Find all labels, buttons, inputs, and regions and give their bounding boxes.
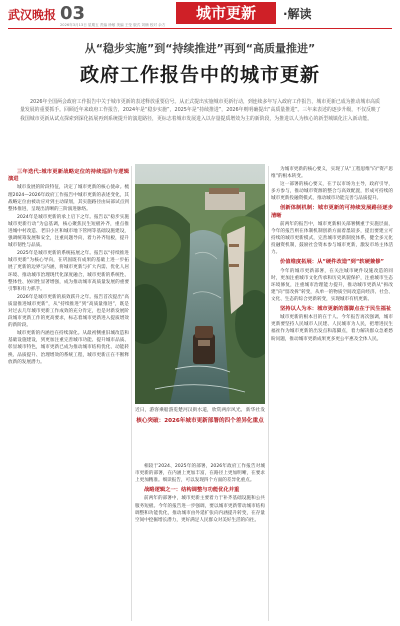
section-subheading: 创新体制机制：城市更新的可持续发展路径逐步清晰 [271, 205, 393, 219]
article-column-middle [135, 463, 265, 621]
caption-text: 近日，游客乘船游览楚河汉街水道，欣赏两岸风光。 [135, 408, 246, 413]
section-subheading: 核心突破：2026年城市更新部署的四个差异化重点 [136, 418, 264, 424]
section-title: 城市更新 [176, 2, 276, 24]
section-subheading: 三年迭代:城市更新战略定位的持续巡阶与逻辑演进 [8, 169, 129, 183]
masthead [0, 0, 400, 30]
paragraph: 城市更新的根本目的在于人。今年报告再次强调，城市更新要坚持人民城市人民建、人民城市为人民，把增进民生福祉作为城市更新的出发点和落脚点，着力解决群众急难愁盼问题，推动城市更新成果更多更公平惠及全体人民。 [271, 315, 393, 342]
news-photo [135, 164, 265, 404]
masthead-divider [8, 28, 392, 29]
canal-boat-photo [135, 164, 265, 404]
article-column-left [8, 166, 129, 621]
paragraph: 前两年的部署中，城市更新主要着力于补齐基础设施和公共服务短板。今年的报告进一步强调，要以城市更新带动城市结构调整和功能优化，推动城市由外延扩张向内涵提升转变，在存量空间中挖掘增长潜力，更好满足人民群众对美好生活的向往。 [135, 496, 265, 523]
column-divider [131, 166, 132, 621]
section-sublabel: ·解读 [283, 7, 312, 21]
paragraph: 为城市更新的核心要义，实现了从“工程思维”向“资产思维”的根本转变。 [271, 167, 393, 180]
column-divider [268, 166, 269, 621]
photo-caption [135, 406, 265, 413]
paragraph: 城市更新的内涵也在持续深化。从最初侧重旧城改造和基础设施建设，到更加注重完善城市功能、提升城市品质、彰显城市特色，城市更新已成为推动城市结构优化、动能转换、品质提升、治理增效的系统工程，城市更新正在不断释放新的发展潜力。 [8, 331, 129, 365]
section-subheading: 战略逻辑之一：结构调整与功能优化并重 [144, 487, 240, 494]
photo-credit: 新华社发 [245, 408, 265, 413]
section-subheading: 坚持以人为本：城市更新的落脚点在于民生福祉 [280, 306, 392, 313]
section-subheading: 价值维度拓展：从“硬件改造”到“软硬兼修” [280, 259, 384, 266]
paragraph: 相较于2024、2025年的部署，2026年政府工作报告对城市更新的部署，在内涵上更加丰富，在路径上更加明晰，在要求上更加精准。细读报告，可以发现四个方面的差异化重点。 [135, 464, 265, 484]
paragraph: 这一部署的核心要义，在于以市场为主导，政府引导，多方参与，推动城市资源的整合与高效配置，形成可持续的城市更新投融资模式，推动城市功能完善与品质提升。 [271, 182, 393, 202]
paragraph: 今年的城市更新部署，在关注城市硬件设施改造的同时，更加注重城市文化传承和历史风貌保护，注重城市生态环境修复，注重城市治理能力提升，推动城市更新从“拆改建”向“留改拆”转变，从单一的物质空间改造向经济、社会、文化、生态的综合更新转变，实现城市有机更新。 [271, 268, 393, 302]
masthead-meta: 2026年3月13日 星期五 责编 徐敏 美编 王莹 版式 刘楠 校对 余方 [60, 23, 166, 27]
newspaper-logo: 武汉晚报 [8, 8, 57, 22]
paragraph: 2024年是城市更新的承上启下之年。报告以“稳步实施城市更新行动”为总基调，核心聚焦民生短板补齐，重点推进城中村改造、老旧小区和城市地下管网等基础设施建设，强调统筹发展和安全，注重问题导向，着力补齐短板，提升城市韧性与品质。 [8, 214, 129, 249]
paragraph: 城市发展的阶段特征，决定了城市更新的核心使命。梳理2024—2026年政府工作报告中城市更新的表述变化，其战略定位由被动应对到主动谋划，其实施路径由局部试点到整体推进，呈现出清晰的三阶演进脉络。 [8, 185, 129, 212]
page-number: 03 [60, 3, 86, 24]
paragraph: 2026年是城市更新的质效跃升之年。报告首次提出“高质量推进城市更新”，从“持续推进”到“高质量推进”，既是对过去几年城市更新工作成效的充分肯定，也是对新发展阶段城市更新工作的更高要求，标志着城市更新进入提质增效的新阶段。 [8, 294, 129, 329]
article-lead: 2026年全国两会政府工作报告中关于城市更新的表述释放重要信号。从正式提出实施城市更新行动，到连续多年写入政府工作报告，城市更新已成为推动城市高质量发展的重要抓手。回顾近年来政府工作报告，2024年是“稳步实施”，2025年是“持续推进”，2026年则明确提出“高质量推进”。三年来表述的逐步升级，不仅反映了我国城市更新从试点探索到深化拓展再到系统提升的演进路径，更标志着城市发展进入以存量提质增效为主的新阶段，为推进以人为核心的新型城镇化注入新动能。 [20, 99, 381, 122]
article-kicker: 从“稳步实施”到“持续推进”再到“高质量推进” [84, 42, 316, 55]
article-headline: 政府工作报告中的城市更新 [79, 64, 320, 86]
paragraph: 前两年的报告中，城市更新相关部署侧重于实施层面，今年的报告则在体制机制创新方面着墨较多，提出要建立可持续的城市更新模式，完善城市更新制度体系，健全多元化投融资机制，鼓励社会资本参与城市更新，激发市场主体活力。 [271, 221, 393, 256]
article-column-right [271, 166, 393, 621]
paragraph: 2025年是城市更新的系统拓展之年。报告以“持续推进城市更新”为核心导向，在巩固既有成果的基础上进一步拓展了更新的边界与内涵，将城市更新与扩大内需、优化人居环境、推动城市治理现代化深度融合，城市更新的系统性、整体性、协同性显著增强，成为推动城市高质量发展的重要引擎和有力抓手。 [8, 251, 129, 292]
